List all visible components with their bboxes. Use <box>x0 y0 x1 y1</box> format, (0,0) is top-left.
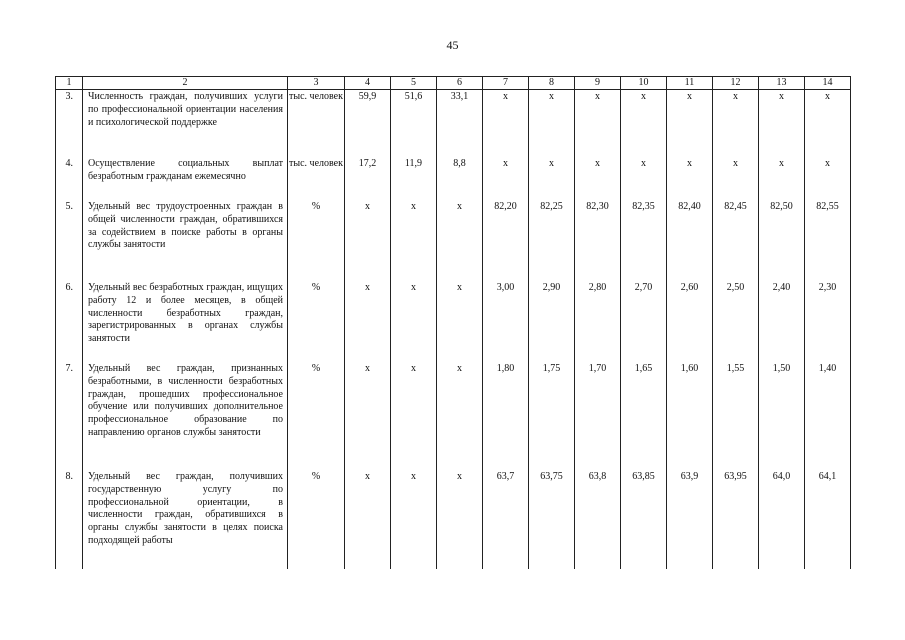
unit-of-measure: % <box>288 362 345 470</box>
column-header: 8 <box>529 77 575 90</box>
value-cell: х <box>759 90 805 158</box>
page-number: 45 <box>446 38 459 52</box>
value-cell: 1,80 <box>483 362 529 470</box>
value-cell: х <box>713 157 759 200</box>
column-header: 11 <box>667 77 713 90</box>
unit-of-measure: тыс. человек <box>288 90 345 158</box>
value-cell: 1,60 <box>667 362 713 470</box>
value-cell: 1,65 <box>621 362 667 470</box>
indicator-name: Численность граждан, получивших услуги по профессиональной ориентации населения и психологической поддержке <box>83 90 288 158</box>
value-cell: 2,60 <box>667 281 713 362</box>
table-row <box>56 200 851 281</box>
indicator-name: Удельный вес безработных граждан, ищущих работу 12 и более месяцев, в общей численности безработных граждан, зарегистрированных в органах службы занятости <box>83 281 288 362</box>
value-cell: х <box>621 157 667 200</box>
table-row <box>56 470 851 569</box>
column-number-row <box>56 77 851 90</box>
value-cell: х <box>391 281 437 362</box>
column-header: 5 <box>391 77 437 90</box>
column-header: 12 <box>713 77 759 90</box>
value-cell: х <box>529 157 575 200</box>
value-cell: х <box>437 281 483 362</box>
value-cell: х <box>483 90 529 158</box>
value-cell: 2,90 <box>529 281 575 362</box>
value-cell: х <box>391 362 437 470</box>
value-cell: 82,35 <box>621 200 667 281</box>
value-cell: 2,50 <box>713 281 759 362</box>
row-number: 3. <box>56 90 83 158</box>
table-row <box>56 157 851 200</box>
value-cell: х <box>759 157 805 200</box>
value-cell: х <box>529 90 575 158</box>
value-cell: 82,55 <box>805 200 851 281</box>
column-header: 2 <box>83 77 288 90</box>
column-header: 9 <box>575 77 621 90</box>
value-cell: 1,50 <box>759 362 805 470</box>
value-cell: х <box>667 90 713 158</box>
value-cell: х <box>483 157 529 200</box>
value-cell: 51,6 <box>391 90 437 158</box>
row-number: 5. <box>56 200 83 281</box>
value-cell: х <box>621 90 667 158</box>
value-cell: х <box>345 470 391 569</box>
value-cell: 82,20 <box>483 200 529 281</box>
value-cell: 63,8 <box>575 470 621 569</box>
value-cell: х <box>345 200 391 281</box>
value-cell: 2,30 <box>805 281 851 362</box>
value-cell: х <box>437 362 483 470</box>
column-header: 3 <box>288 77 345 90</box>
indicator-name: Удельный вес граждан, признанных безработными, в численности безработных граждан, прошедших профессиональное обучение или получивших дополнительное профессиональное образование по направлению органов службы занятости <box>83 362 288 470</box>
value-cell: х <box>391 200 437 281</box>
row-number: 6. <box>56 281 83 362</box>
value-cell: 63,7 <box>483 470 529 569</box>
value-cell: 2,80 <box>575 281 621 362</box>
value-cell: 11,9 <box>391 157 437 200</box>
column-header: 1 <box>56 77 83 90</box>
row-number: 8. <box>56 470 83 569</box>
value-cell: х <box>391 470 437 569</box>
value-cell: 82,50 <box>759 200 805 281</box>
table-row <box>56 90 851 158</box>
column-header: 14 <box>805 77 851 90</box>
indicator-name: Удельный вес граждан, получивших государственную услугу по профессиональной ориентации, в численности граждан, обратившихся в органы службы занятости в целях поиска подходящей работы <box>83 470 288 569</box>
column-header: 6 <box>437 77 483 90</box>
value-cell: 3,00 <box>483 281 529 362</box>
value-cell: 17,2 <box>345 157 391 200</box>
unit-of-measure: тыс. человек <box>288 157 345 200</box>
value-cell: х <box>437 200 483 281</box>
value-cell: х <box>805 90 851 158</box>
value-cell: 63,95 <box>713 470 759 569</box>
unit-of-measure: % <box>288 281 345 362</box>
value-cell: х <box>345 281 391 362</box>
value-cell: х <box>713 90 759 158</box>
indicator-name: Осуществление социальных выплат безработным гражданам ежемесячно <box>83 157 288 200</box>
value-cell: 2,40 <box>759 281 805 362</box>
value-cell: 82,45 <box>713 200 759 281</box>
value-cell: 2,70 <box>621 281 667 362</box>
value-cell: 82,40 <box>667 200 713 281</box>
value-cell: 1,55 <box>713 362 759 470</box>
indicators-table <box>55 76 851 569</box>
column-header: 7 <box>483 77 529 90</box>
value-cell: 82,25 <box>529 200 575 281</box>
value-cell: 1,40 <box>805 362 851 470</box>
value-cell: х <box>575 157 621 200</box>
value-cell: х <box>667 157 713 200</box>
unit-of-measure: % <box>288 470 345 569</box>
value-cell: х <box>805 157 851 200</box>
row-number: 7. <box>56 362 83 470</box>
value-cell: х <box>575 90 621 158</box>
value-cell: 59,9 <box>345 90 391 158</box>
value-cell: х <box>345 362 391 470</box>
value-cell: 8,8 <box>437 157 483 200</box>
value-cell: 1,75 <box>529 362 575 470</box>
value-cell: 64,0 <box>759 470 805 569</box>
value-cell: 33,1 <box>437 90 483 158</box>
value-cell: 63,75 <box>529 470 575 569</box>
column-header: 10 <box>621 77 667 90</box>
value-cell: 64,1 <box>805 470 851 569</box>
value-cell: 63,85 <box>621 470 667 569</box>
column-header: 13 <box>759 77 805 90</box>
value-cell: х <box>437 470 483 569</box>
table-row <box>56 281 851 362</box>
column-header: 4 <box>345 77 391 90</box>
value-cell: 63,9 <box>667 470 713 569</box>
unit-of-measure: % <box>288 200 345 281</box>
row-number: 4. <box>56 157 83 200</box>
value-cell: 82,30 <box>575 200 621 281</box>
indicator-name: Удельный вес трудоустроенных граждан в общей численности граждан, обратившихся за содействием в поиске работы в органы службы занятости <box>83 200 288 281</box>
table-row <box>56 362 851 470</box>
value-cell: 1,70 <box>575 362 621 470</box>
